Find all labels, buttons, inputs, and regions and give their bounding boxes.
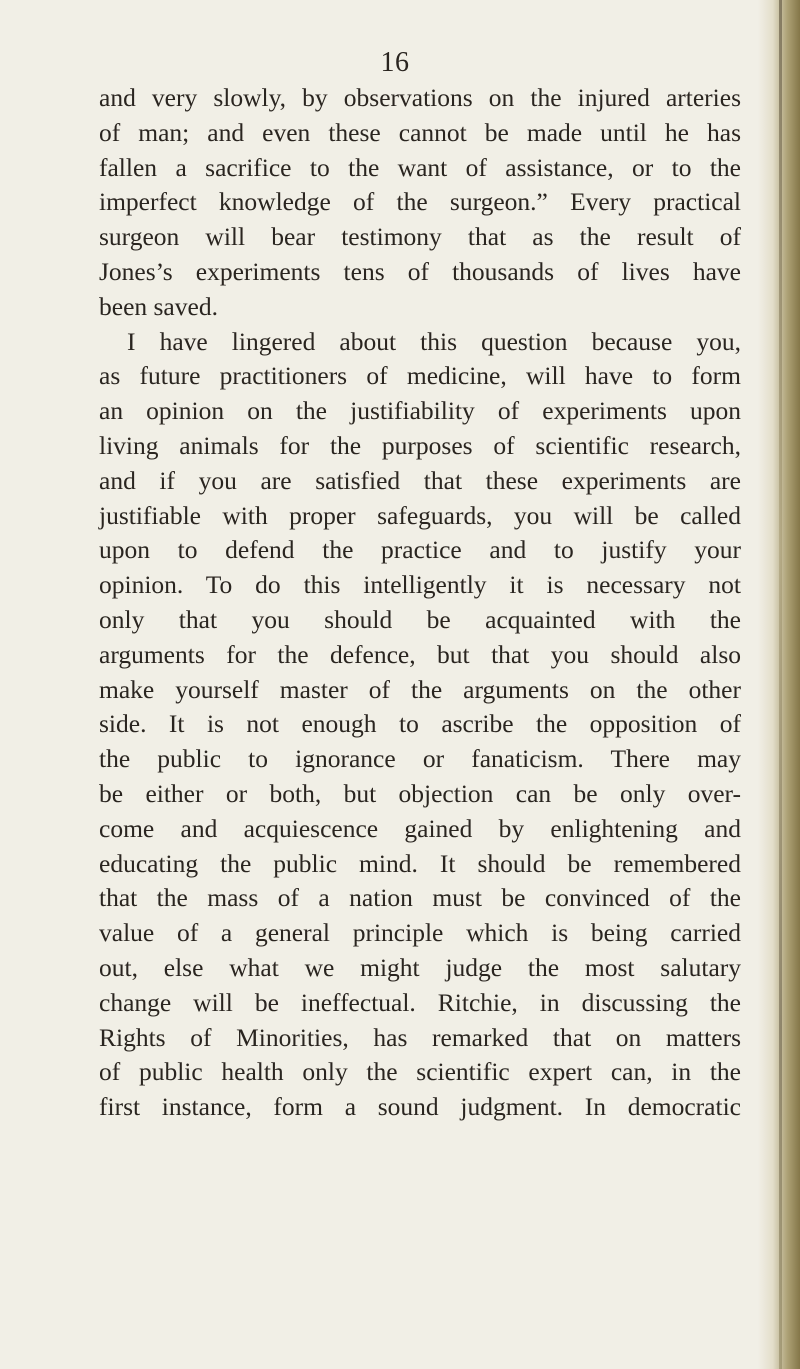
body-text xyxy=(99,81,741,1125)
text-line: Rights of Minorities, has remarked that on matters xyxy=(99,1022,741,1052)
text-line: the public to ignorance or fanaticism. There may xyxy=(99,744,741,774)
text-line: of man; and even these cannot be made until he has xyxy=(99,117,741,147)
text-line: as future practitioners of medicine, will have to form xyxy=(99,361,741,391)
text-line: and very slowly, by observations on the injured arteries xyxy=(99,83,741,112)
text-line: been saved. xyxy=(99,291,218,321)
text-line: imperfect knowledge of the surgeon.” Every practical xyxy=(99,187,741,217)
text-line: first instance, form a sound judgment. In democratic xyxy=(99,1092,741,1122)
text-line: living animals for the purposes of scientific research, xyxy=(99,430,741,460)
page-edge-line xyxy=(779,0,782,1369)
page-number: 16 xyxy=(380,47,410,78)
text-line: educating the public mind. It should be remembered xyxy=(99,848,741,878)
text-line: arguments for the defence, but that you should also xyxy=(99,639,741,669)
text-line: that the mass of a nation must be convinced of the xyxy=(99,883,741,913)
text-line: be either or both, but objection can be only over- xyxy=(99,778,741,808)
text-line: out, else what we might judge the most salutary xyxy=(99,952,741,982)
text-line: change will be ineffectual. Ritchie, in discussing the xyxy=(99,987,741,1017)
paragraph-first-line: I have lingered about this question because you, xyxy=(127,326,741,356)
text-line: make yourself master of the arguments on the other xyxy=(99,674,741,704)
text-line: fallen a sacrifice to the want of assistance, or to the xyxy=(99,152,741,182)
text-line: surgeon will bear testimony that as the result of xyxy=(99,222,741,252)
text-line: of public health only the scientific expert can, in the xyxy=(99,1057,741,1087)
text-line: side. It is not enough to ascribe the opposition of xyxy=(99,709,741,739)
text-line: value of a general principle which is being carried xyxy=(99,918,741,948)
text-line: upon to defend the practice and to justify your xyxy=(99,535,741,565)
text-line: an opinion on the justifiability of experiments upon xyxy=(99,396,741,426)
text-line: opinion. To do this intelligently it is necessary not xyxy=(99,570,741,600)
text-line: Jones’s experiments tens of thousands of lives have xyxy=(99,256,741,286)
text-line: only that you should be acquainted with the xyxy=(99,604,741,634)
text-line: and if you are satisfied that these experiments are xyxy=(99,465,741,495)
text-line: justifiable with proper safeguards, you will be called xyxy=(99,500,741,530)
text-line: come and acquiescence gained by enlightening and xyxy=(99,813,741,843)
